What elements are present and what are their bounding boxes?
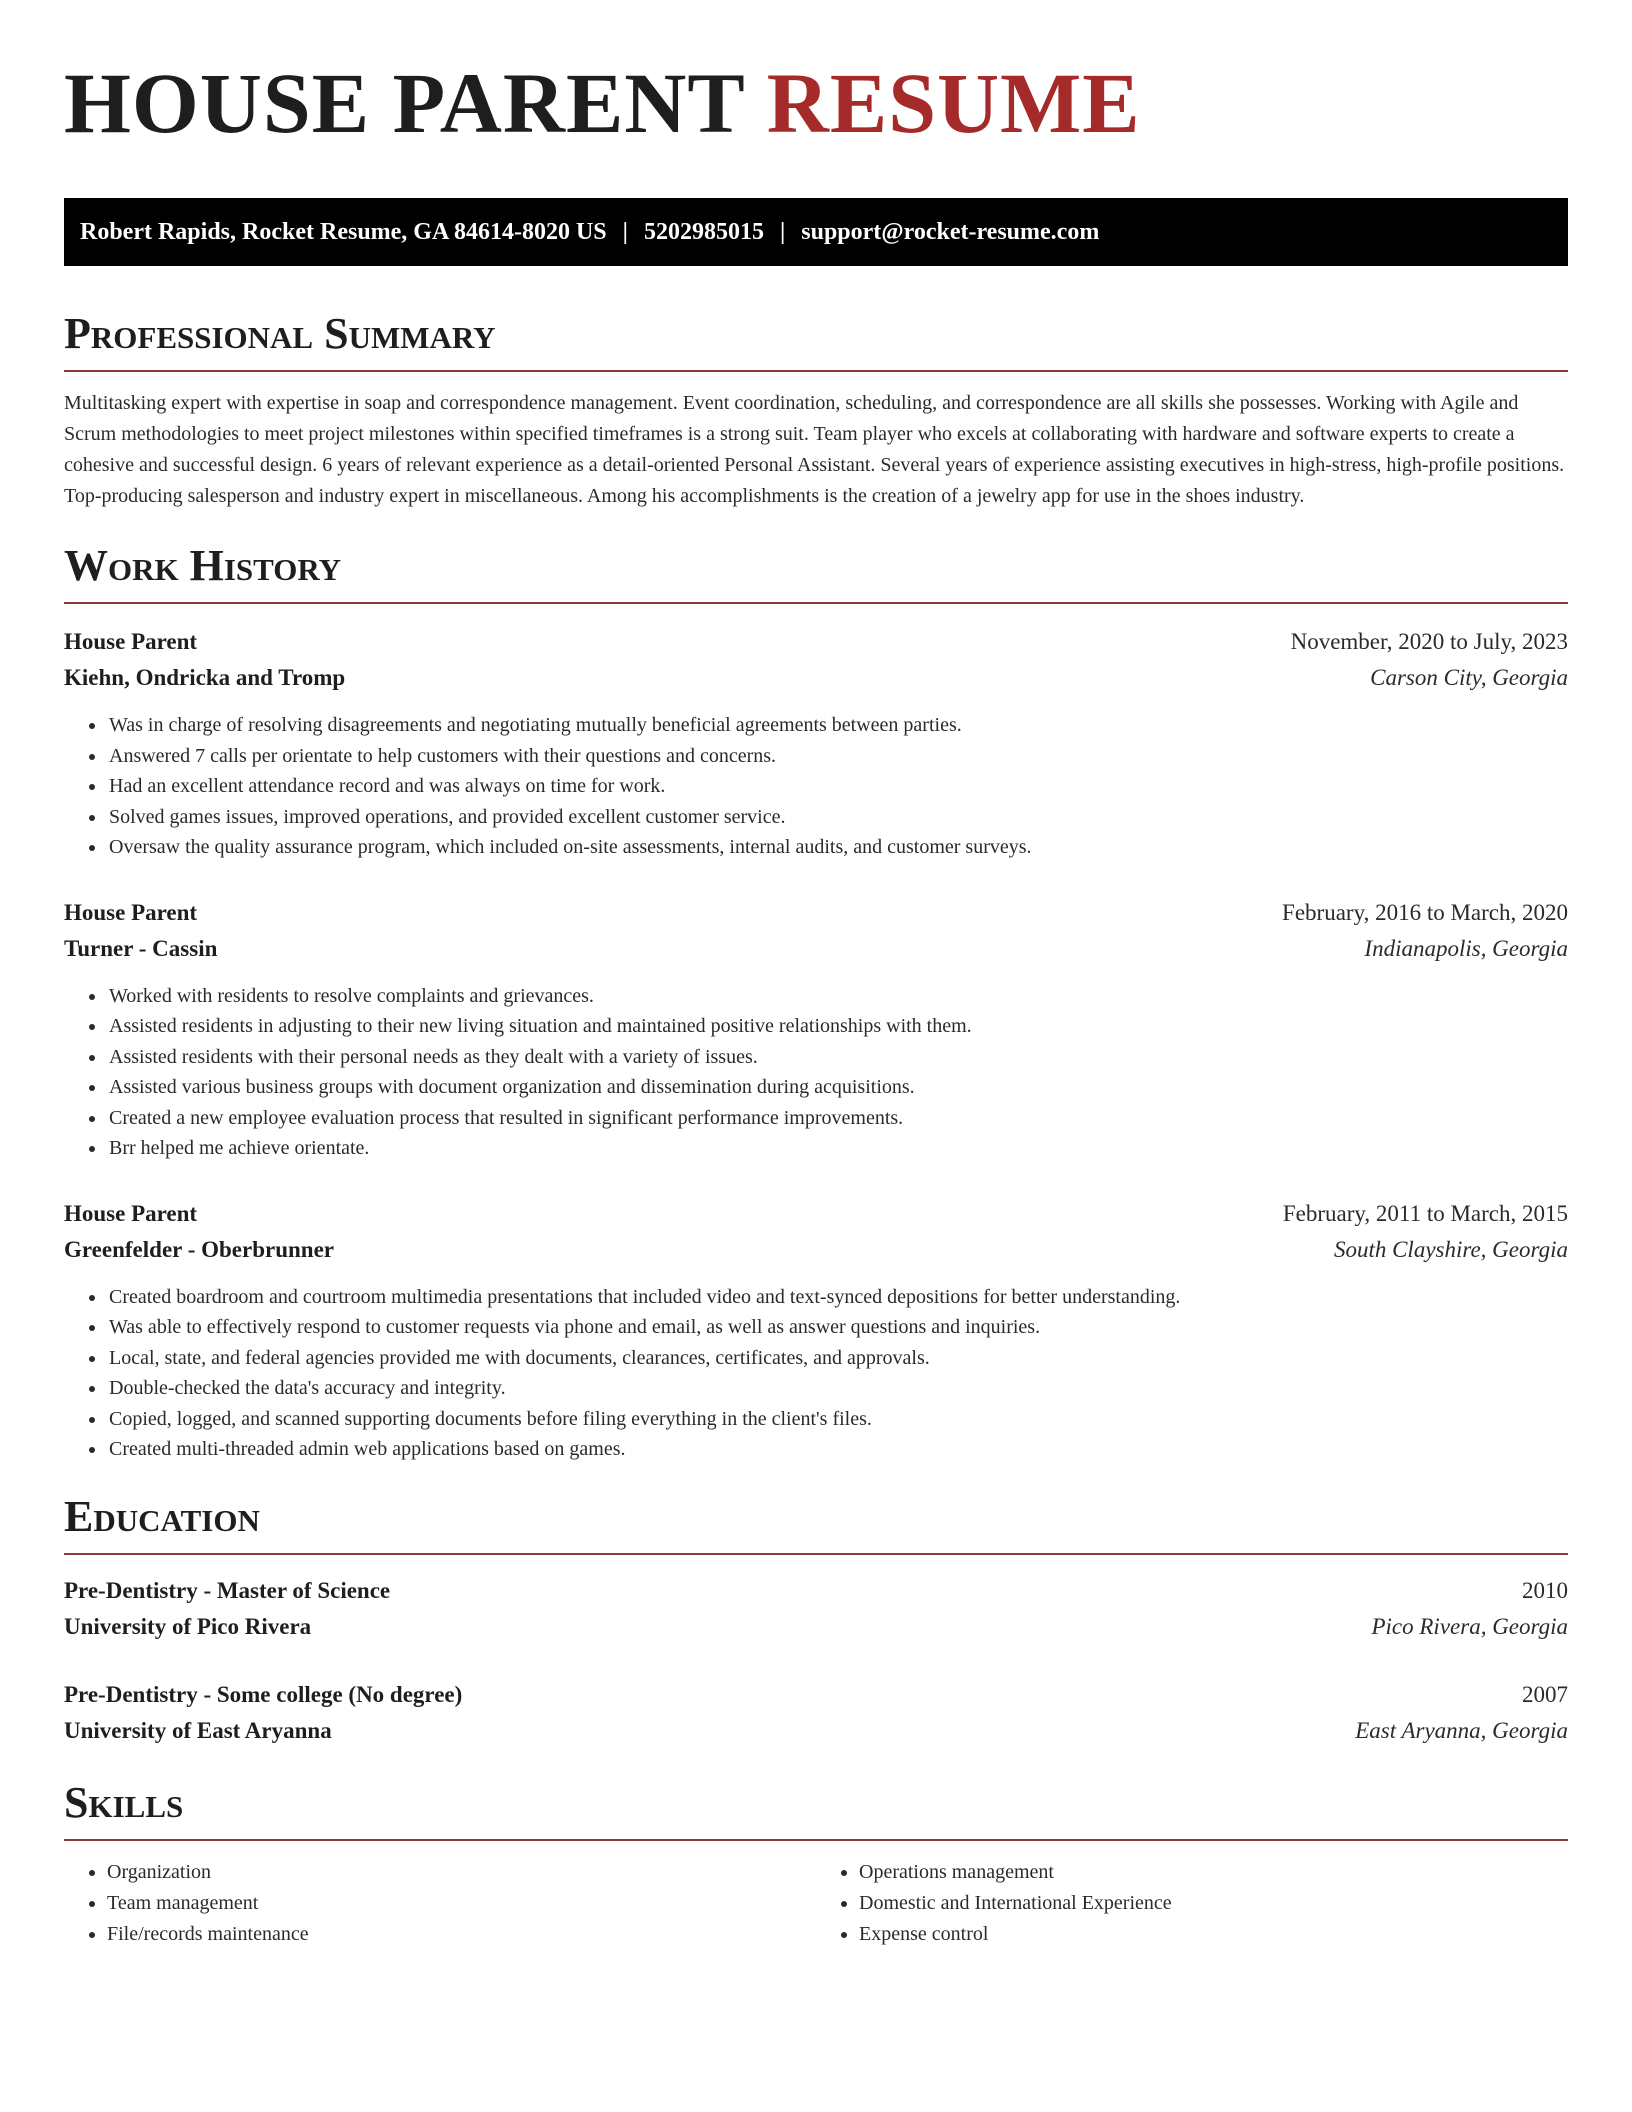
title-accent: RESUME [766,55,1141,151]
job-bullet: • Assisted residents with their personal needs as they dealt with a variety of issues. [107,1042,1568,1073]
education-location: Pico Rivera, Georgia [1371,1613,1568,1639]
summary-section [64,310,1568,512]
skills-heading: Skills [64,1779,1568,1841]
education-degree: Pre-Dentistry - Master of Science [64,1577,391,1603]
education-school: University of Pico Rivera [64,1613,312,1639]
job-entry [64,624,1568,863]
job-company: Greenfelder - Oberbrunner [64,1236,334,1262]
skill-item: • File/records maintenance [107,1919,816,1950]
job-dates: February, 2016 to March, 2020 [1282,899,1568,925]
job-bullet: • Assisted residents in adjusting to their new living situation and maintained positive relationships with them. [107,1011,1568,1042]
job-company: Kiehn, Ondricka and Tromp [64,665,346,690]
job-bullet: • Local, state, and federal agencies provided me with documents, clearances, certificates, and approvals. [107,1343,1568,1374]
education-school-row [64,1713,1568,1749]
job-location: Indianapolis, Georgia [1364,935,1568,961]
education-location: East Aryanna, Georgia [1355,1717,1568,1743]
contact-email[interactable]: support@rocket-resume.com [801,219,1100,245]
job-title: House Parent [64,899,198,925]
education-heading: Education [64,1493,1568,1555]
job-bullet: • Created multi-threaded admin web applications based on games. [107,1434,1568,1465]
job-bullet: • Oversaw the quality assurance program, which included on-site assessments, internal audits, and customer surveys. [107,832,1568,863]
skills-grid [64,1857,1568,1950]
skill-item: • Domestic and International Experience [859,1888,1568,1919]
job-header-row [64,895,1568,931]
education-year: 2010 [1522,1577,1568,1603]
education-school: University of East Aryanna [64,1717,332,1743]
skills-section [64,1779,1568,1950]
education-year: 2007 [1522,1681,1568,1707]
job-bullet: • Was in charge of resolving disagreements and negotiating mutually beneficial agreements between parties. [107,710,1568,741]
job-dates: November, 2020 to July, 2023 [1290,629,1568,654]
education-degree-row [64,1573,1568,1609]
job-company-row [64,1232,1568,1268]
job-bullet: • Copied, logged, and scanned supporting documents before filing everything in the client's files. [107,1404,1568,1435]
job-bullets [64,710,1568,863]
job-title: House Parent [64,1200,198,1226]
job-bullet: • Had an excellent attendance record and was always on time for work. [107,771,1568,802]
job-bullet: • Answered 7 calls per orientate to help customers with their questions and concerns. [107,741,1568,772]
skill-item: • Expense control [859,1919,1568,1950]
education-school-row [64,1609,1568,1645]
job-company-row [64,931,1568,967]
skill-item: • Operations management [859,1857,1568,1888]
summary-text: Multitasking expert with expertise in soap and correspondence management. Event coordination, scheduling, and correspondence are all skills she possesses. Working with Agile and Scrum methodologies to meet project milestones within specified timeframes is a strong suit. Team player who excels at collaborating with hardware and software experts to create a cohesive and successful design. 6 years of relevant experience as a detail-oriented Personal Assistant. Several years of experience assisting executives in high-stress, high-profile positions. Top-producing salesperson and industry expert in miscellaneous. Among his accomplishments is the creation of a jewelry app for use in the shoes industry. [64,392,1565,507]
job-bullet: • Double-checked the data's accuracy and integrity. [107,1373,1568,1404]
skills-list-right [816,1857,1568,1950]
job-bullet: • Solved games issues, improved operations, and provided excellent customer service. [107,802,1568,833]
work-history-heading: Work History [64,542,1568,604]
job-bullet: • Was able to effectively respond to customer requests via phone and email, as well as answer questions and inquiries. [107,1312,1568,1343]
job-company: Turner - Cassin [64,935,218,961]
job-entry [64,895,1568,1164]
contact-bar [64,198,1568,266]
job-entry [64,1196,1568,1465]
job-bullet: • Created a new employee evaluation process that resulted in significant performance improvements. [107,1103,1568,1134]
job-bullets [64,981,1568,1164]
education-degree-row [64,1677,1568,1713]
skill-item: • Team management [107,1888,816,1919]
job-bullet: • Assisted various business groups with document organization and dissemination during acquisitions. [107,1072,1568,1103]
job-bullet: • Created boardroom and courtroom multimedia presentations that included video and text-synced depositions for better understanding. [107,1282,1568,1313]
skills-list-left [64,1857,816,1950]
title-main: HOUSE PARENT [64,55,745,151]
job-company-row [64,660,1568,696]
contact-separator: | [622,219,628,245]
job-location: Carson City, Georgia [1370,665,1568,690]
job-bullet: • Worked with residents to resolve complaints and grievances. [107,981,1568,1012]
summary-heading: Professional Summary [64,310,1568,372]
job-dates: February, 2011 to March, 2015 [1282,1200,1568,1226]
education-section [64,1493,1568,1749]
skill-item: • Organization [107,1857,816,1888]
work-history-section [64,542,1568,1465]
job-bullets [64,1282,1568,1465]
education-entry [64,1677,1568,1749]
contact-address: Robert Rapids, Rocket Resume, GA 84614-8020 US [80,219,607,245]
job-header-row [64,1196,1568,1232]
job-title: House Parent [64,629,198,654]
job-header-row [64,624,1568,660]
education-entry [64,1573,1568,1645]
education-degree: Pre-Dentistry - Some college (No degree) [64,1681,463,1707]
job-location: South Clayshire, Georgia [1333,1236,1568,1262]
contact-separator: | [779,219,786,245]
contact-phone: 5202985015 [643,219,764,245]
job-bullet: • Brr helped me achieve orientate. [107,1133,1568,1164]
page-title [64,55,1568,151]
